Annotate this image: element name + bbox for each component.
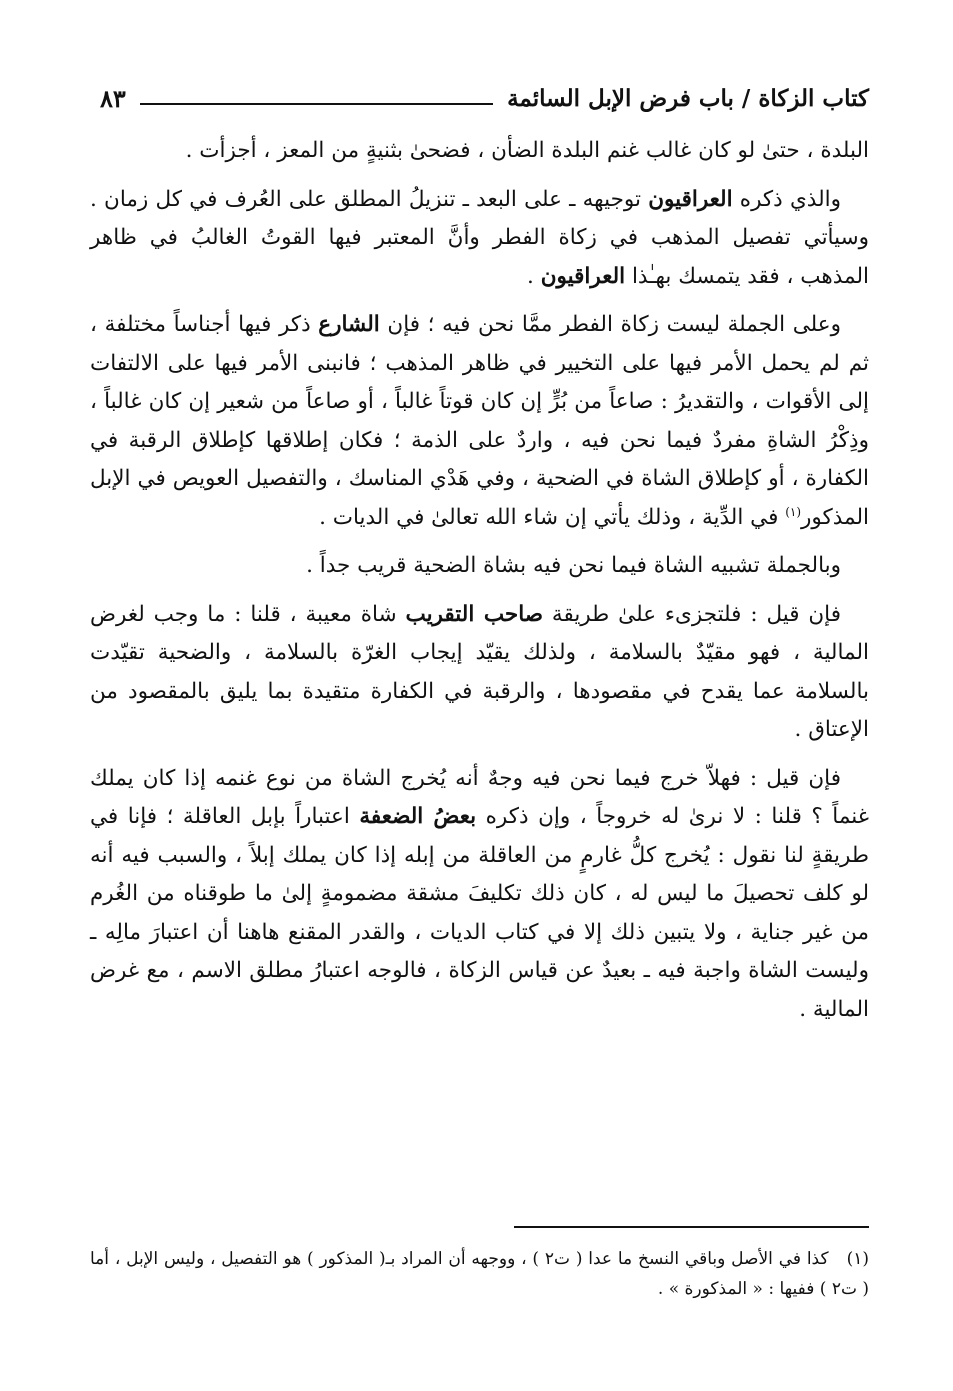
paragraph-3-bold-a: الشارع [318, 312, 380, 337]
paragraph-1: البلدة ، حتىٰ لو كان غالب غنم البلدة الضأن ، فضحىٰ بثنيةٍ من المعز ، أجزأت . [185, 138, 869, 163]
paragraph-2-bold-b: العراقيون [540, 263, 626, 289]
paragraph-5-text-b: شاة معيبة ، قلنا : ما وجب لغرض المالية ، فهو مقيّدٌ بالسلامة ، ولذلك يقيّد إيجاب الغرّة بالسلامة ، والضحية تقيّدت بالسلامة عما يقدح في مقصودها ، والرقبة في الكفارة متقيدة بما يليق بالمقصود من الإعتاق . [90, 601, 869, 742]
paragraph-3-text-a: وعلى الجملة ليست زكاة الفطر ممَّا نحن فيه ؛ فإن [379, 312, 841, 337]
main-text [90, 132, 869, 1039]
paragraph-5-bold-a: صاحب التقريب [405, 601, 544, 627]
paragraph-4: وبالجملة تشبيه الشاة فيما نحن فيه بشاة الضحية قريب جداً . [306, 553, 841, 578]
footnote-1-number: (١) [846, 1249, 869, 1269]
paragraph-2-bold-a: العراقيون [648, 186, 733, 212]
paragraph-2 [90, 181, 869, 297]
paragraph-5 [90, 596, 869, 750]
paragraph-5-text-a: فإن قيل : فلتجزىء علىٰ طريقة [543, 601, 841, 627]
page-number: ٨٣ [100, 83, 126, 113]
paragraph-3-text-c: في الدِّية ، وذلك يأتي إن شاء الله تعالىٰ في الديات . [319, 504, 786, 530]
footnote-1 [90, 1244, 869, 1304]
paragraph-3 [90, 306, 869, 537]
paragraph-2-text-a: والذي ذكره [732, 186, 841, 212]
paragraph-6-text-b: اعتباراً بإبل العاقلة ؛ فإنا في طريقةٍ لنا نقول : يُخرج كلُّ غارمٍ من العاقلة من إبله إذا كان يملك إبلاً ، والسبب فيه أنه لو كلف تحصيلَ ما ليس له ، كان ذلك تكليفَ مشقة مضمومةٍ إلىٰ ما طوقناه من الغُرم من غير جناية ، ولا يتبين ذلك إلا في كتاب الديات ، والقدر المقنع هاهنا أن اعتبارَ مالِه ـ وليست الشاة واجبة فيه ـ بعيدٌ عن قياس الزكاة ، فالوجه اعتبارُ مطلق الاسم ، مع غرض المالية . [90, 804, 869, 1022]
paragraph-2-text-b: توجيهه ـ على البعد ـ تنزيلُ المطلق على العُرف في كل زمان . وسيأتي تفصيل المذهب في زكاة الفطر وأنَّ المعتبر فيها القوتُ الغالبُ في ظاهر المذهب ، فقد يتمسك بهـٰذا [90, 186, 869, 289]
paragraph-6-text-a: فإن قيل : فهلاّ خرج فيما نحن فيه وجهٌ أنه يُخرج الشاة من نوع غنمه إذا كان يملك غنماً ؟ قلنا : لا نرىٰ له خروجاً ، وإن ذكره [90, 765, 869, 829]
footnotes [90, 1244, 869, 1304]
header-rule [140, 91, 493, 105]
paragraph-2-text-c: . [527, 263, 541, 289]
footnote-1-text: كذا في الأصل وباقي النسخ ما عدا ( ت٢ ) ، ووجهه أن المراد بـ( المذكور ) هو التفصيل ، وليس الإبل ، أما ( ت٢ ) ففيها : « المذكورة » . [90, 1249, 869, 1299]
running-header [100, 78, 869, 118]
running-header-title: كتاب الزكاة / باب فرض الإبل السائمة [507, 84, 869, 112]
paragraph-6-bold-a: بعضُ الضعفة [359, 804, 477, 829]
footnote-separator [514, 1226, 869, 1228]
paragraph-3-text-b: ذكر فيها أجناساً مختلفة ، ثم لم يحمل الأمر فيها على التخيير في ظاهر المذهب ؛ فانبنى الأمر فيها على الالتفات إلى الأقوات ، والتقديرُ : صاعاً من بُرٍّ إن كان قوتاً غالباً ، أو صاعاً من شعير إن كان غالباً ، وذِكْرُ الشاةِ مفردٌ فيما نحن فيه ، واردٌ على الذمة ؛ فكان إطلاقها كإطلاق الرقبة في الكفارة ، أو كإطلاق الشاة في الضحية ، وفي هَدْي المناسك ، والتفصيل العويص في الإبل المذكور [90, 312, 869, 530]
footnote-reference: (١) [785, 504, 802, 519]
paragraph-6 [90, 760, 869, 1030]
